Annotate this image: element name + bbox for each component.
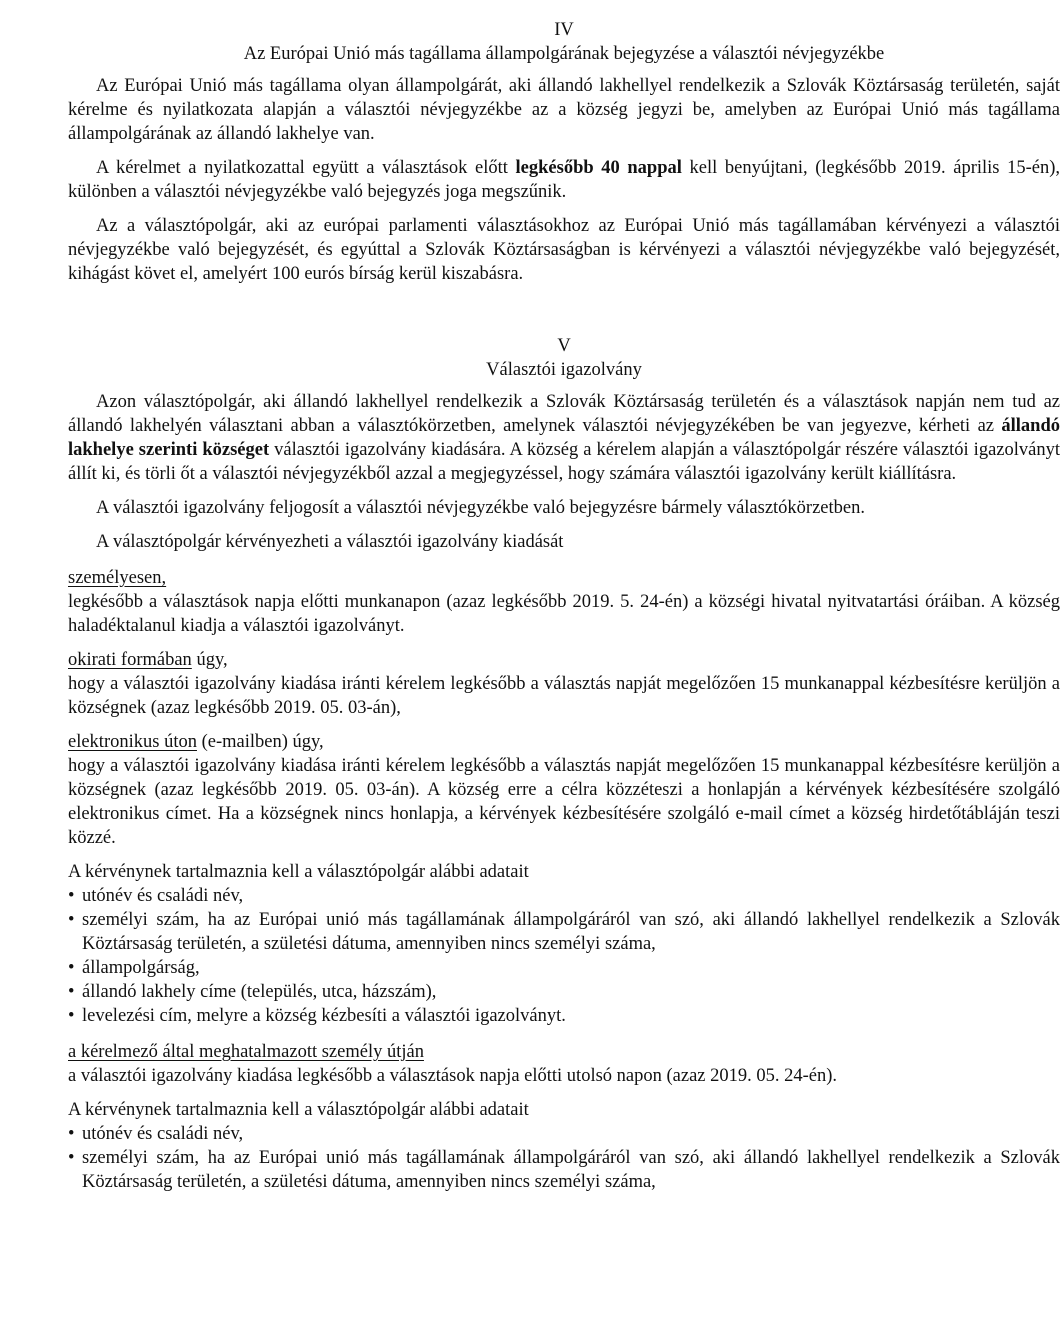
section-v-p1-after: választói igazolvány kiadására. A község a kérelem alapján a választópolgár részére választói igazolványt állít ki, és törli őt a választói névjegyzékből azzal a megjegyzéssel, hogy számára választói igazolvány került kiállításra. bbox=[68, 440, 1060, 484]
section-iv-p2-bold: legkésőbb 40 nappal bbox=[515, 158, 682, 178]
method-personal-title bbox=[68, 566, 1060, 590]
method-document-title bbox=[68, 648, 1060, 672]
method-proxy-title bbox=[68, 1040, 1060, 1064]
section-v-heading: Választói igazolvány bbox=[486, 360, 642, 380]
list-2 bbox=[68, 1122, 1060, 1194]
section-iv-paragraph-2 bbox=[68, 156, 1060, 204]
list-2-intro: A kérvénynek tartalmaznia kell a választópolgár alábbi adatait bbox=[68, 1100, 529, 1120]
section-v-p1-before: Azon választópolgár, aki állandó lakhellyel rendelkezik a Szlovák Köztársaság területén és a választások napján nem tud az állandó lakhelyén választani abban a választókörzetben, amelynek választói névjegyzékében be van jegyezve, kérheti az bbox=[68, 392, 1060, 436]
section-iv-numeral: IV bbox=[554, 20, 574, 40]
method-document-title-text: okirati formában bbox=[68, 650, 192, 670]
method-proxy-text: a választói igazolvány kiadása legkésőbb a választások napja előtti utolsó napon (azaz 2019. 05. 24-én). bbox=[68, 1066, 838, 1086]
section-iv-heading: Az Európai Unió más tagállama állampolgárának bejegyzése a választói névjegyzékbe bbox=[243, 44, 885, 64]
list-item: • személyi szám, ha az Európai unió más tagállamának állampolgáráról van szó, aki állandó lakhellyel rendelkezik a Szlovák Köztársaság területén, a születési dátuma, amennyiben nincs személyi száma, bbox=[68, 908, 1060, 956]
list-item: • utónév és családi név, bbox=[68, 1122, 1060, 1146]
method-document-title-suffix: úgy, bbox=[191, 650, 228, 670]
section-v-paragraph-3: A választópolgár kérvényezheti a választói igazolvány kiadását bbox=[96, 532, 564, 552]
document-page bbox=[68, 0, 1060, 1194]
list-item: • állandó lakhely címe (település, utca, házszám), bbox=[68, 980, 1060, 1004]
section-v-p1-bold: állandó lakhelye szerinti községet bbox=[68, 416, 1060, 460]
list-item: • levelezési cím, melyre a község kézbesíti a választói igazolványt. bbox=[68, 1004, 1060, 1028]
list-1-intro: A kérvénynek tartalmaznia kell a választópolgár alábbi adatait bbox=[68, 862, 529, 882]
list-item: • állampolgárság, bbox=[68, 956, 1060, 980]
section-iv-paragraph-1: Az Európai Unió más tagállama olyan állampolgárát, aki állandó lakhellyel rendelkezik a Szlovák Köztársaság területén, saját kérelme és nyilatkozata alapján a választói névjegyzékbe az a község jegyzi be, amelyben az Európai Unió más tagállama állampolgárának az állandó lakhelye van. bbox=[68, 76, 1060, 144]
list-item: • utónév és családi név, bbox=[68, 884, 1060, 908]
list-item: • személyi szám, ha az Európai unió más tagállamának állampolgáráról van szó, aki állandó lakhellyel rendelkezik a Szlovák Köztársaság területén, a születési dátuma, amennyiben nincs személyi száma, bbox=[68, 1146, 1060, 1194]
section-v-numeral: V bbox=[557, 336, 571, 356]
method-personal-text: legkésőbb a választások napja előtti munkanapon (azaz legkésőbb 2019. 5. 24-én) a községi hivatal nyitvatartási óráiban. A község haladéktalanul kiadja a választói igazolványt. bbox=[68, 592, 1060, 636]
section-iv-p2-before: A kérelmet a nyilatkozattal együtt a választások előtt bbox=[96, 158, 516, 178]
section-v-paragraph-1 bbox=[68, 390, 1060, 486]
method-electronic-title-text: elektronikus úton bbox=[68, 732, 197, 752]
section-v-paragraph-2: A választói igazolvány feljogosít a választói névjegyzékbe való bejegyzésre bármely választókörzetben. bbox=[96, 498, 865, 518]
method-proxy-title-text: a kérelmező által meghatalmazott személy útján bbox=[68, 1042, 424, 1062]
method-document-text: hogy a választói igazolvány kiadása iránti kérelem legkésőbb a választás napját megelőzően 15 munkanappal kézbesítésre kerüljön a községnek (azaz legkésőbb 2019. 05. 03-án), bbox=[68, 674, 1060, 718]
method-personal-title-text: személyesen, bbox=[68, 568, 167, 588]
method-electronic-title bbox=[68, 730, 1060, 754]
section-iv-paragraph-3: Az a választópolgár, aki az európai parlamenti választásokhoz az Európai Unió más tagállamában kérvényezi a választói névjegyzékbe való bejegyzését, és egyúttal a Szlovák Köztársaságban is kérvényezi a választói névjegyzékbe való bejegyzését, kihágást követ el, amelyért 100 eurós bírság kerül kiszabásra. bbox=[68, 216, 1060, 284]
method-electronic-text: hogy a választói igazolvány kiadása iránti kérelem legkésőbb a választás napját megelőzően 15 munkanappal kézbesítésre kerüljön a községnek (azaz legkésőbb 2019. 05. 03-án). A község erre a célra közzéteszi a honlapján a kérvények kézbesítésére szolgáló elektronikus címet. Ha a községnek nincs honlapja, a kérvények kézbesítésére szolgáló e-mail címet a község hirdetőtábláján teszi közzé. bbox=[68, 756, 1060, 848]
section-iv-p2-after: kell benyújtani, (legkésőbb 2019. április 15-én), különben a választói névjegyzékbe való bejegyzés joga megszűnik. bbox=[68, 158, 1060, 202]
method-electronic-title-suffix: (e-mailben) úgy, bbox=[196, 732, 324, 752]
list-1 bbox=[68, 884, 1060, 1028]
